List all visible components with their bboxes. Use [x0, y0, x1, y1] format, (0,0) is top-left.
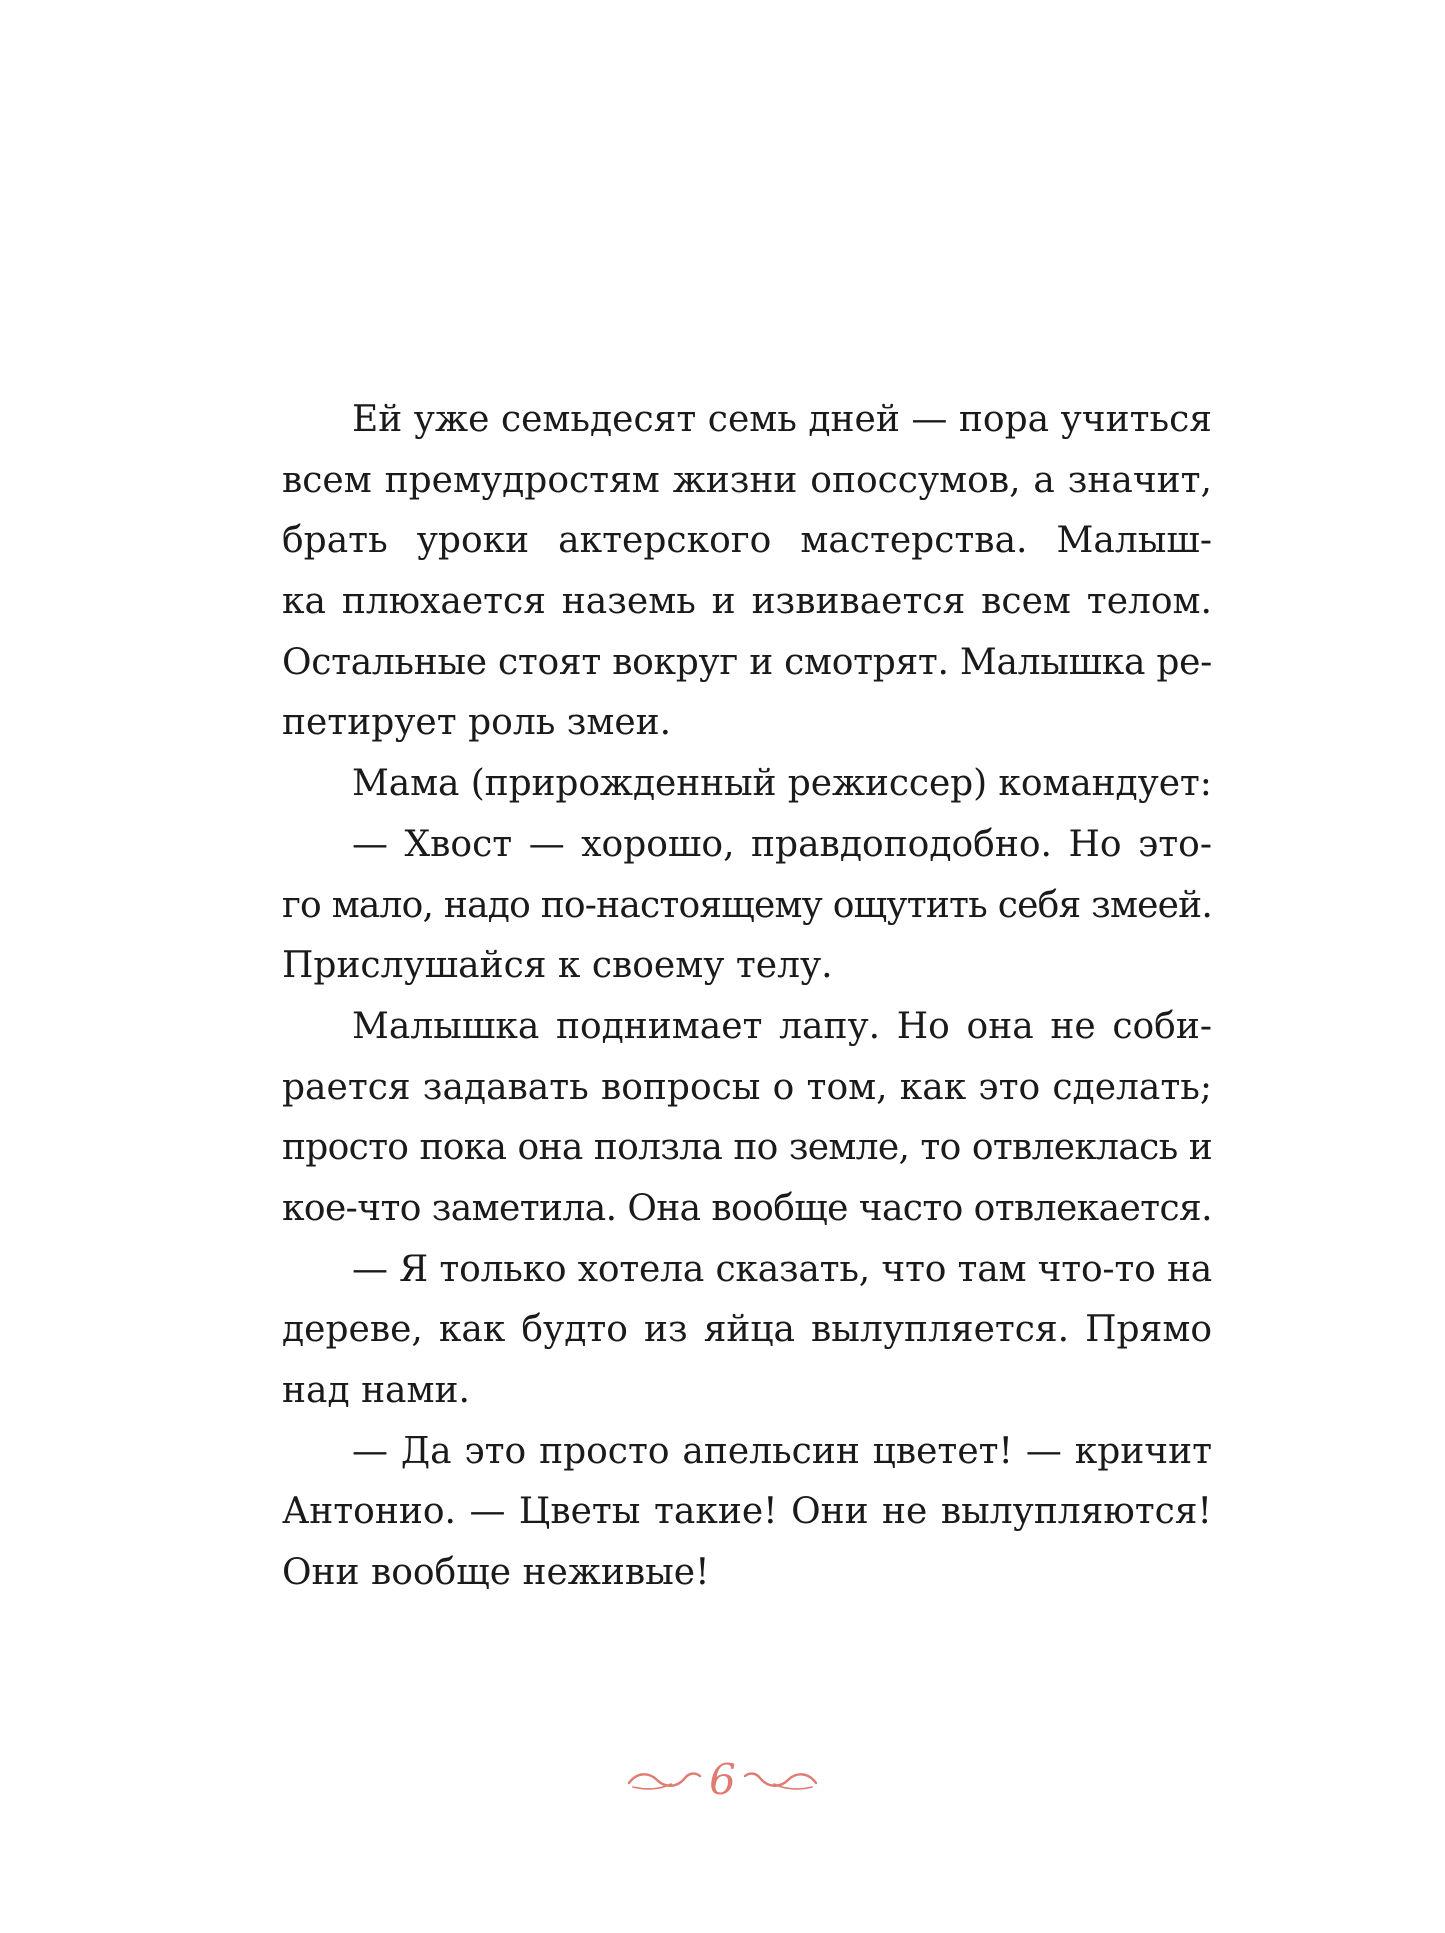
text-line: го мало, надо по-настоящему ощутить себя змеей. — [282, 884, 1212, 926]
text-line: Мама (прирожденный режиссер) командует: — [352, 763, 1212, 805]
text-line: рается задавать вопросы о том, как это сделать; — [282, 1066, 1212, 1108]
text-line: Малышка поднимает лапу. Но она не соби- — [352, 1005, 1212, 1047]
text-line: Прислушайся к своему телу. — [282, 945, 833, 987]
text-line: — Я только хотела сказать, что там что-то на — [352, 1248, 1212, 1290]
page-number: 6 — [709, 1755, 736, 1804]
text-line: ка плюхается наземь и извивается всем телом. — [282, 581, 1212, 623]
text-line: — Да это просто апельсин цветет! — кричит — [352, 1430, 1212, 1472]
page-footer — [0, 1750, 1445, 1810]
text-line: петирует роль змеи. — [282, 702, 672, 744]
flourish-left-icon — [625, 1766, 703, 1794]
text-line: Они вообще неживые! — [282, 1552, 710, 1594]
body-text — [282, 390, 1212, 1604]
text-line: над нами. — [282, 1370, 470, 1411]
text-line: дереве, как будто из яйца вылупляется. Прямо — [282, 1309, 1212, 1351]
text-line: Антонио. — Цветы такие! Они не вылупляются! — [282, 1491, 1212, 1533]
text-line: кое-что заметила. Она вообще часто отвлекается. — [282, 1187, 1212, 1229]
text-line: — Хвост — хорошо, правдоподобно. Но это- — [352, 823, 1212, 865]
page-number-ornament — [625, 1755, 820, 1804]
flourish-right-icon — [742, 1766, 820, 1794]
text-line: Остальные стоят вокруг и смотрят. Малышка ре- — [282, 641, 1212, 683]
text-line: всем премудростям жизни опоссумов, а значит, — [282, 459, 1212, 501]
text-line: брать уроки актерского мастерства. Малыш- — [282, 520, 1212, 562]
text-line: Ей уже семьдесят семь дней — пора учиться — [352, 399, 1212, 440]
text-line: просто пока она ползла по земле, то отвлеклась и — [282, 1127, 1212, 1169]
